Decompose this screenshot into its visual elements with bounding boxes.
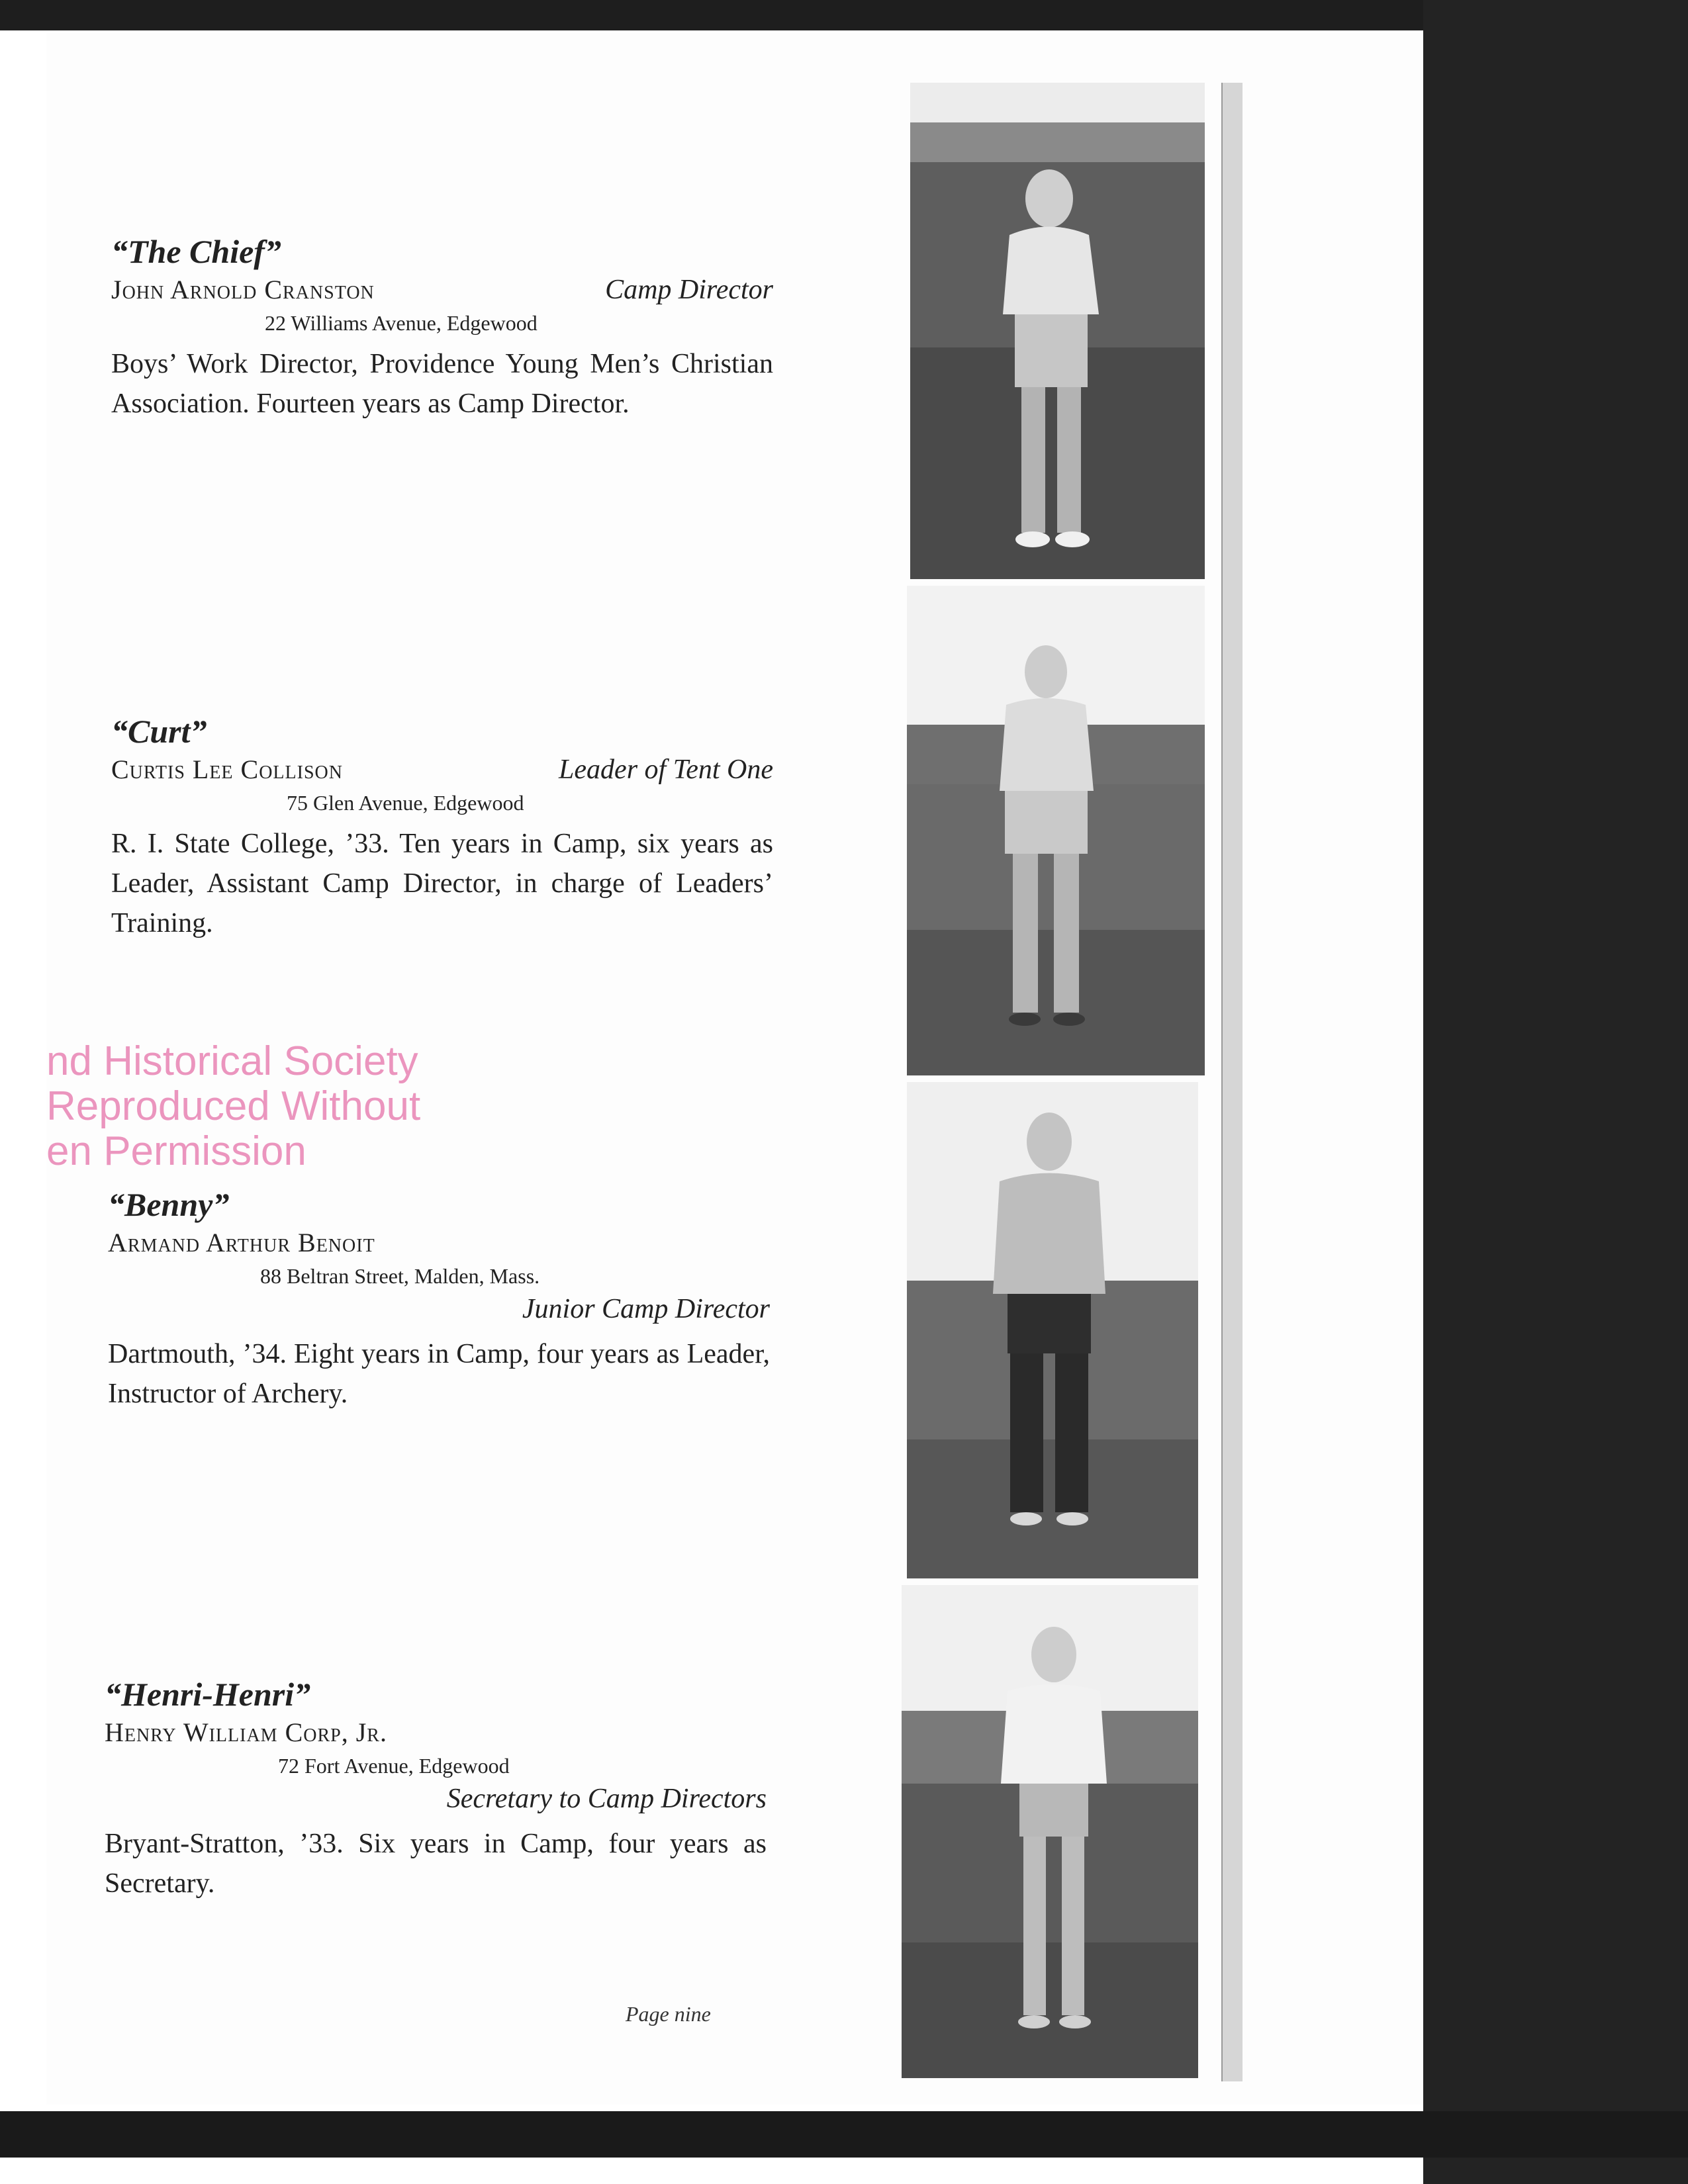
address: 75 Glen Avenue, Edgewood <box>287 791 524 815</box>
stamp-line: nd Historical Society <box>46 1038 418 1084</box>
person-name: John Arnold Cranston <box>111 275 375 304</box>
portrait-photo-1 <box>910 83 1205 579</box>
person-name: Armand Arthur Benoit <box>108 1228 375 1257</box>
person-role: Leader of Tent One <box>559 754 773 785</box>
person-role: Secretary to Camp Directors <box>446 1784 767 1814</box>
name-line <box>108 1224 770 1261</box>
person-name: Henry William Corp, Jr. <box>105 1717 387 1747</box>
biography: Boys’ Work Director, Providence Young Men’s Christian Association. Fourteen years as Camp Director. <box>111 349 773 419</box>
portrait-photo-3 <box>907 1082 1198 1578</box>
name-line <box>105 1714 767 1751</box>
biography: R. I. State College, ’33. Ten years in Camp, six years as Leader, Assistant Camp Director, in charge of Leaders’ Training. <box>111 829 773 938</box>
entry-curt <box>111 711 773 943</box>
name-line <box>111 751 773 788</box>
nickname: “Benny” <box>108 1186 230 1223</box>
entry-henri-henri <box>105 1674 767 1903</box>
person-role: Camp Director <box>605 275 773 305</box>
nickname: “The Chief” <box>111 233 281 270</box>
person-name: Curtis Lee Collison <box>111 754 343 784</box>
entry-the-chief <box>111 232 773 424</box>
stamp-line: Reproduced Without <box>46 1083 421 1129</box>
address: 72 Fort Avenue, Edgewood <box>278 1754 510 1778</box>
nickname: “Henri-Henri” <box>105 1676 311 1713</box>
portrait-photo-4 <box>902 1585 1198 2078</box>
strip-edge <box>1221 83 1243 2081</box>
page-number: Page nine <box>626 2002 711 2026</box>
portrait-photo-2 <box>907 586 1205 1075</box>
person-role: Junior Camp Director <box>522 1294 770 1324</box>
archive-stamp <box>46 1039 510 1174</box>
name-line <box>111 271 773 308</box>
scan-border-right <box>1423 0 1688 2184</box>
biography: Dartmouth, ’34. Eight years in Camp, four years as Leader, Instructor of Archery. <box>108 1339 770 1409</box>
photo-strip <box>907 83 1241 2081</box>
nickname: “Curt” <box>111 713 207 750</box>
biography: Bryant-Stratton, ’33. Six years in Camp, four years as Secretary. <box>105 1829 767 1899</box>
address: 22 Williams Avenue, Edgewood <box>265 311 538 335</box>
address: 88 Beltran Street, Malden, Mass. <box>260 1264 540 1288</box>
entry-benny <box>108 1185 770 1414</box>
scan-border-bottom <box>0 2111 1688 2158</box>
stamp-line: en Permission <box>46 1128 306 1174</box>
